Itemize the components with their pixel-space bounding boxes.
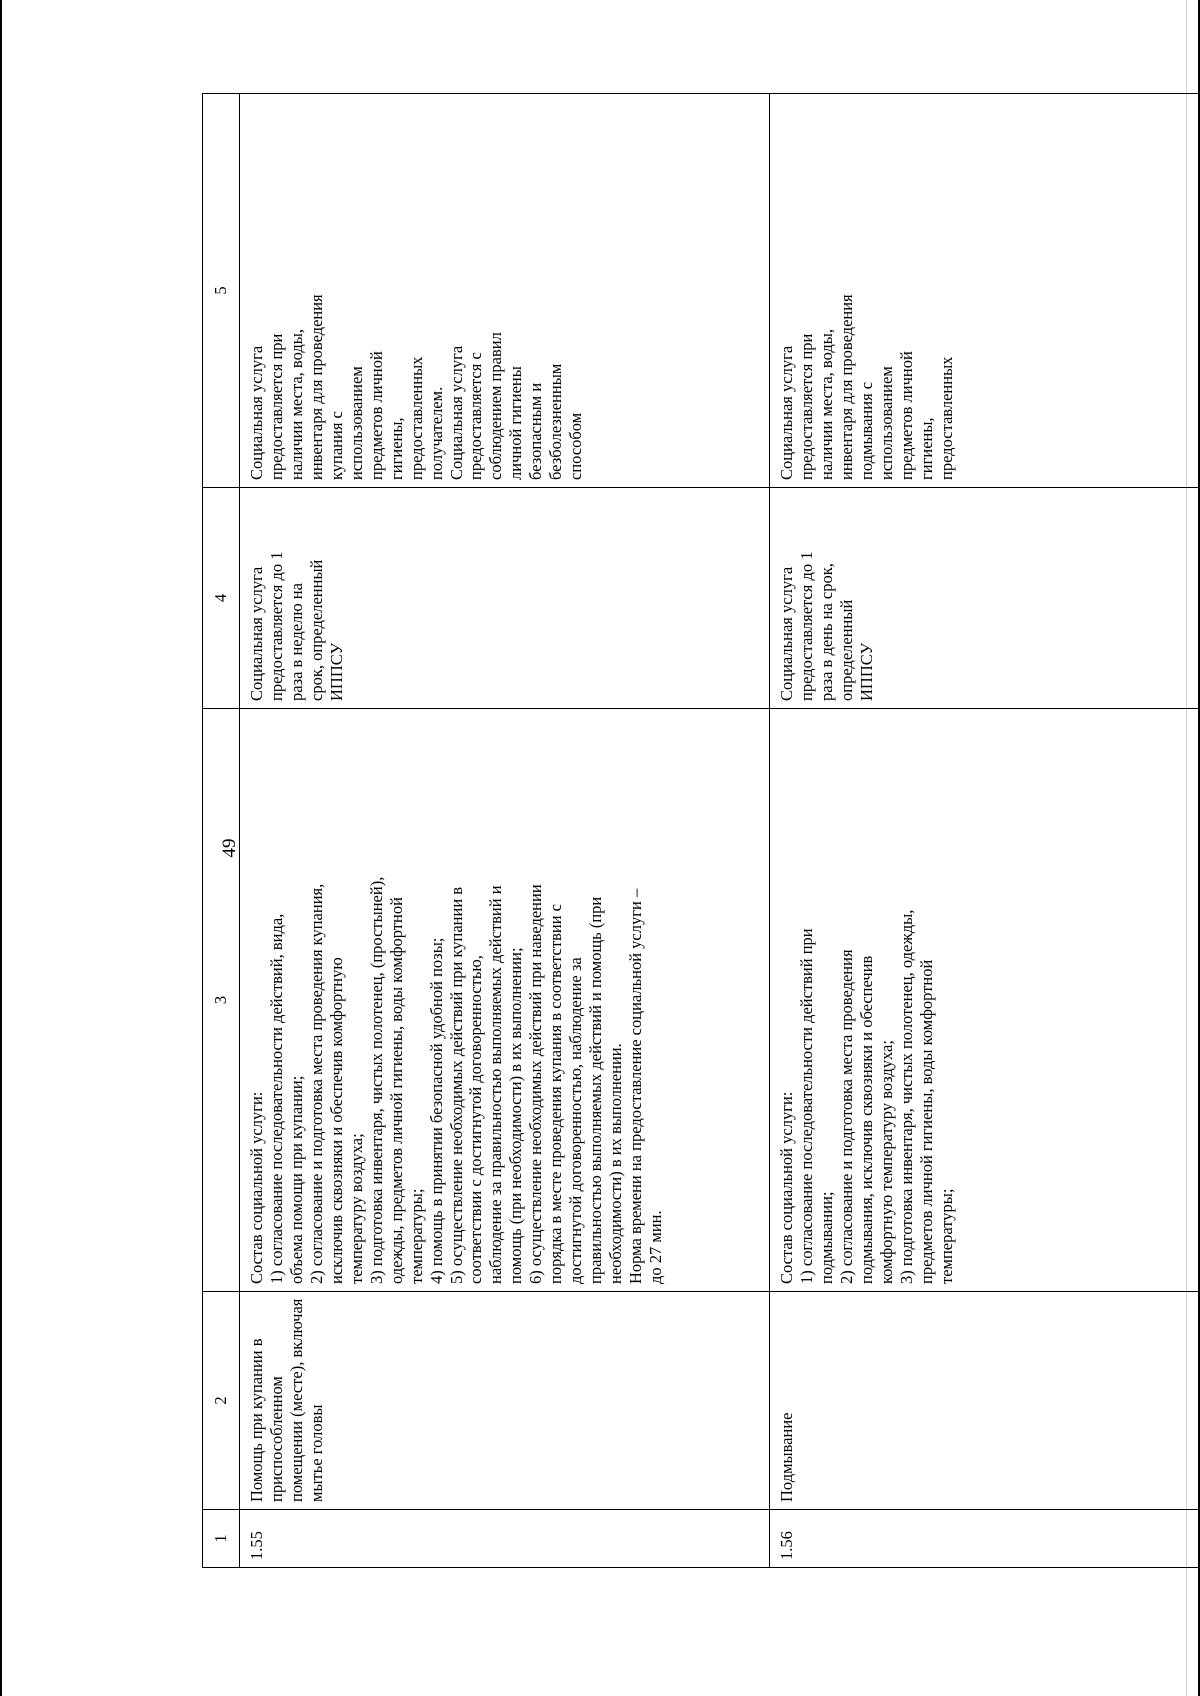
service-content-line: соответствии с достигнутой договоренностью,	[466, 955, 486, 1284]
service-conditions-line: предметов личной	[366, 351, 386, 480]
service-content-line: подмывания, исключив сквозняки и обеспечив	[856, 955, 876, 1284]
service-frequency-line: Социальная услуга	[247, 566, 266, 701]
service-conditions-line: наличии места, воды,	[286, 329, 306, 480]
service-frequency-line: предоставляется до 1	[266, 551, 286, 701]
service-conditions-cell	[240, 94, 770, 488]
service-conditions-line: безболезненным	[546, 363, 566, 480]
service-conditions-line: предоставленных	[406, 356, 426, 480]
service-content-cell	[770, 709, 1200, 1292]
service-name-cell	[240, 1292, 770, 1510]
service-content-line: 5) осуществление необходимых действий при купании в	[446, 886, 466, 1284]
service-name-line: Подмывание	[777, 1412, 796, 1502]
service-frequency-line: раза в неделю на	[286, 583, 306, 701]
service-content-line: исключив сквозняки и обеспечив комфортную	[326, 957, 346, 1284]
service-conditions-line: наличии места, воды,	[816, 329, 836, 480]
service-conditions-line: предоставляется при	[266, 333, 286, 480]
service-frequency-line: Социальная услуга	[777, 566, 796, 701]
service-content-line: 1) согласование последовательности действий при	[796, 928, 816, 1284]
service-conditions-line: Социальная услуга	[446, 345, 466, 480]
service-content-line: наблюдение за правильностью выполняемых действий и	[486, 885, 506, 1284]
service-content-line: достигнутой договоренностью, наблюдение за	[566, 957, 586, 1284]
service-name-line: помещении (месте), включая	[286, 1298, 306, 1502]
service-name-line: Помощь при купании в	[247, 1338, 266, 1502]
service-content-line: температуры;	[406, 1188, 426, 1284]
service-conditions-line: предоставляется с	[466, 352, 486, 480]
service-content-line: Состав социальной услуги:	[777, 1091, 796, 1284]
col-header-1: 1	[203, 1510, 240, 1568]
service-conditions-line: предоставляется при	[796, 333, 816, 480]
service-frequency-line: определенный	[836, 599, 856, 701]
service-conditions-line: купания с	[326, 411, 346, 480]
service-name-cell	[770, 1292, 1200, 1510]
service-conditions-line: получателем.	[426, 386, 446, 480]
col-header-2: 2	[203, 1292, 240, 1510]
service-content-line: предметов личной гигиены, воды комфортной	[916, 959, 936, 1284]
service-frequency-cell	[240, 488, 770, 709]
service-content-line: температуру воздуха;	[346, 1133, 366, 1284]
service-content-line: помощь (при необходимости) в их выполнении;	[506, 947, 526, 1284]
table-row	[240, 94, 770, 1568]
service-frequency-line: ИППСУ	[326, 642, 346, 701]
service-content-line: Норма времени на предоставление социальной услуги –	[626, 888, 646, 1284]
service-frequency-cell	[770, 488, 1200, 709]
row-number	[240, 1510, 770, 1568]
service-conditions-line: подмывания с	[856, 381, 876, 480]
service-frequency-line: предоставляется до 1	[796, 551, 816, 701]
service-conditions-line: инвентаря для проведения	[306, 294, 326, 480]
service-conditions-line: предоставленных	[936, 356, 956, 480]
service-content-line: правильностью выполняемых действий и помощь (при	[586, 896, 606, 1284]
service-frequency-line: срок, определенный	[306, 559, 326, 701]
service-content-line: 2) согласование и подготовка места проведения купания,	[306, 883, 326, 1284]
col-header-4: 4	[203, 488, 240, 709]
col-header-5: 5	[203, 94, 240, 488]
service-content-line: объема помощи при купании;	[286, 1075, 306, 1284]
service-content-line: до 27 мин.	[646, 1210, 666, 1284]
service-content-line: температуры;	[936, 1188, 956, 1284]
row-number-text: 1.56	[777, 1531, 796, 1560]
row-number-text: 1.55	[247, 1531, 266, 1560]
service-content-line: необходимости) в их выполнении.	[606, 1043, 626, 1284]
service-content-line: 6) осуществление необходимых действий при наведении	[526, 884, 546, 1284]
service-conditions-line: использованием	[876, 366, 896, 480]
service-frequency-line: ИППСУ	[856, 642, 876, 701]
service-conditions-line: предметов личной	[896, 351, 916, 480]
page-number: 49	[219, 838, 240, 858]
service-content-line: комфортную температуру воздуха;	[876, 1040, 896, 1284]
service-name-line: приспособленном	[266, 1376, 286, 1502]
service-conditions-line: Социальная услуга	[777, 345, 796, 480]
table-header	[203, 94, 240, 1568]
service-content-line: Состав социальной услуги:	[247, 1091, 266, 1284]
service-frequency-line: раза в день на срок,	[816, 563, 836, 701]
service-conditions-line: соблюдением правил	[486, 332, 506, 480]
service-content-line: 3) подготовка инвентаря, чистых полотенец, одежды,	[896, 909, 916, 1284]
service-name-line: мытье головы	[306, 1404, 326, 1502]
header-row	[203, 94, 240, 1568]
service-content-cell	[240, 709, 770, 1292]
scan-edge-left	[0, 0, 2, 1696]
service-conditions-line: личной гигиены	[506, 366, 526, 480]
service-conditions-line: безопасным и	[526, 382, 546, 480]
rotated-table-container	[202, 94, 1200, 1568]
service-conditions-line: способом	[566, 412, 586, 480]
service-conditions-line: использованием	[346, 366, 366, 480]
service-conditions-line: гигиены,	[386, 417, 406, 480]
services-table	[202, 93, 1200, 1568]
service-content-line: 1) согласование последовательности действий, вида,	[266, 913, 286, 1284]
service-content-line: 2) согласование и подготовка места проведения	[836, 949, 856, 1284]
service-content-line: 4) помощь в принятии безопасной удобной позы;	[426, 937, 446, 1284]
service-content-line: 3) подготовка инвентаря, чистых полотенец, (простыней),	[366, 876, 386, 1284]
service-content-line: одежды, предметов личной гигиены, воды комфортной	[386, 897, 406, 1284]
service-content-line: порядка в месте проведения купания в соответствии с	[546, 904, 566, 1284]
service-content-line: подмывании;	[816, 1191, 836, 1284]
service-conditions-line: гигиены,	[916, 417, 936, 480]
service-conditions-line: инвентаря для проведения	[836, 294, 856, 480]
col-header-3: 3	[203, 709, 240, 1292]
service-conditions-line: Социальная услуга	[247, 345, 266, 480]
row-number	[770, 1510, 1200, 1568]
table-row	[770, 94, 1200, 1568]
service-conditions-cell	[770, 94, 1200, 488]
